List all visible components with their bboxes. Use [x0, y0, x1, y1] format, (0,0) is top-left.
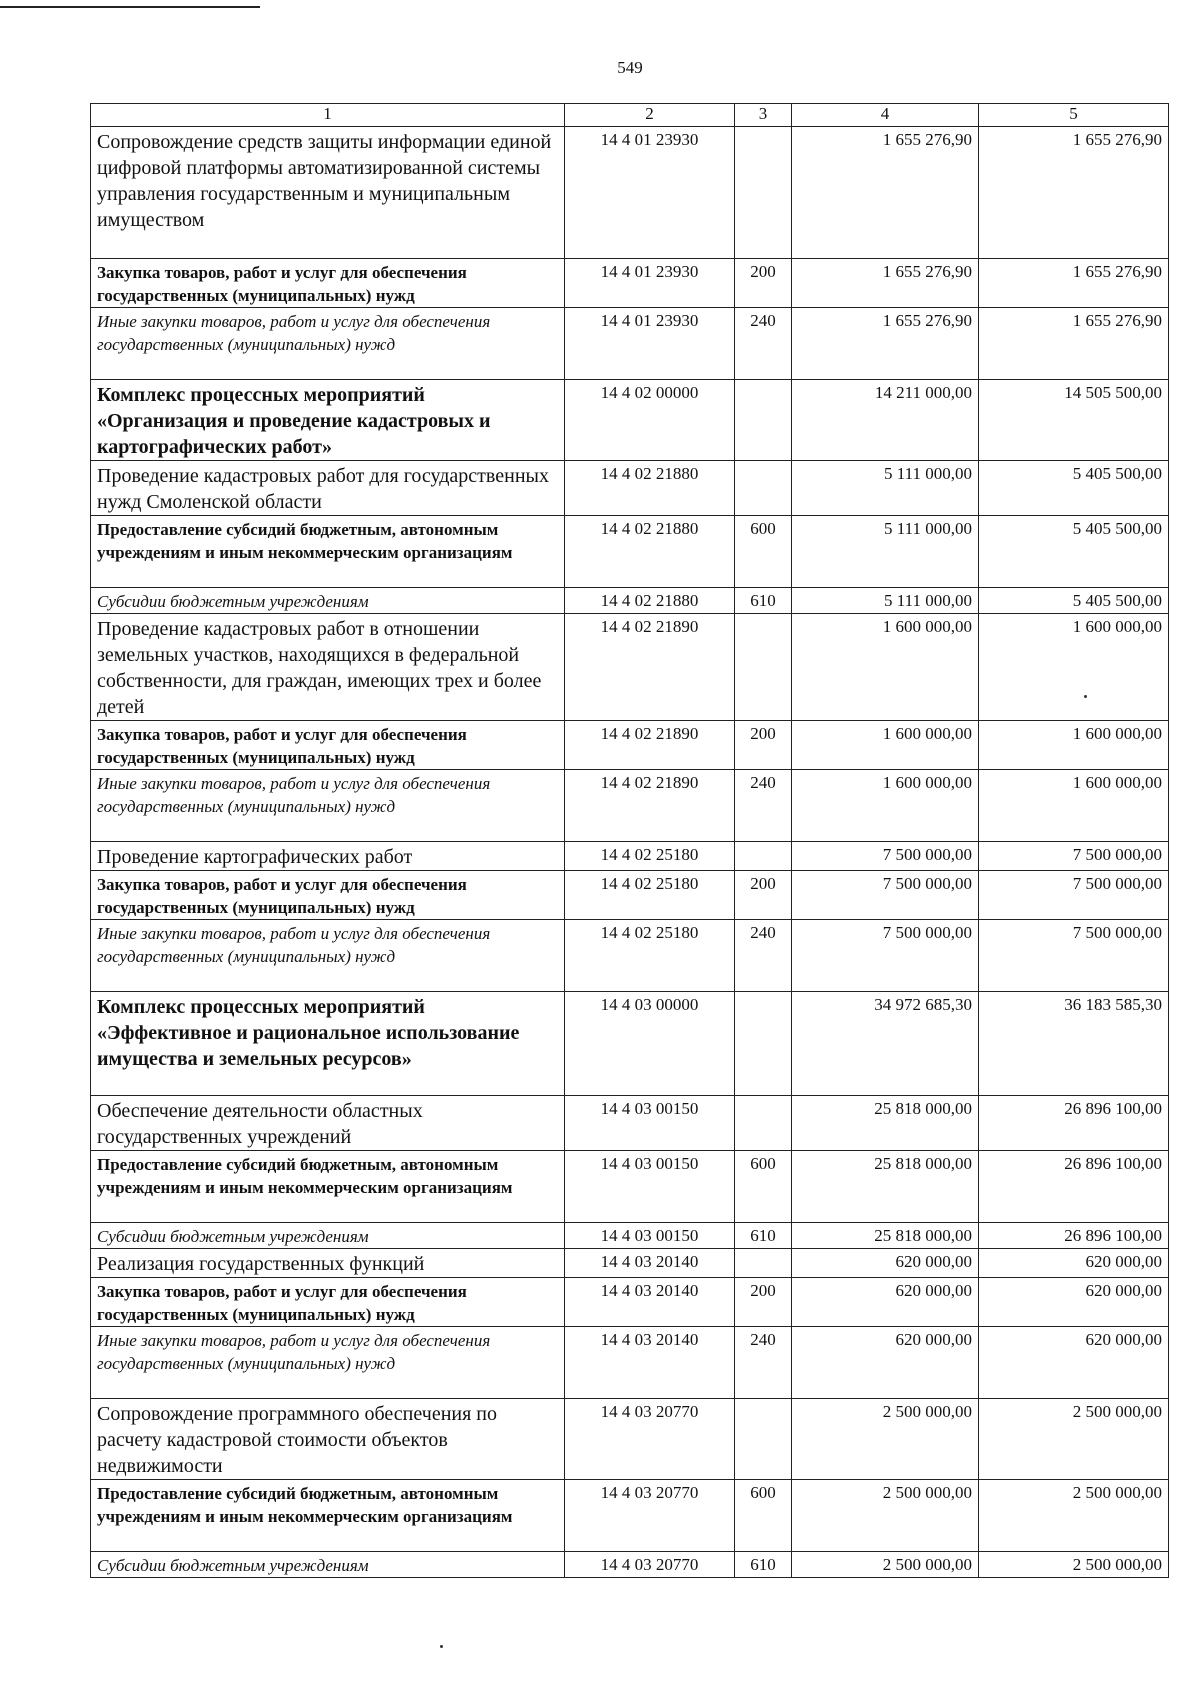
row-amount-col5: 1 600 000,00 [979, 721, 1169, 770]
row-amount-col5: 7 500 000,00 [979, 871, 1169, 920]
table-row [91, 770, 1169, 842]
row-expense-group: 610 [735, 1552, 792, 1578]
row-amount-col4: 1 655 276,90 [792, 308, 979, 380]
row-amount-col5: 620 000,00 [979, 1249, 1169, 1278]
row-name: Субсидии бюджетным учреждениям [91, 588, 565, 614]
header-col-3: 3 [735, 104, 792, 127]
table-row [91, 871, 1169, 920]
table-row [91, 721, 1169, 770]
row-expense-group: 600 [735, 1151, 792, 1223]
row-amount-col5: 5 405 500,00 [979, 461, 1169, 516]
row-code: 14 4 03 20140 [565, 1327, 735, 1399]
table-body [91, 127, 1169, 1578]
row-expense-group: 240 [735, 1327, 792, 1399]
row-code: 14 4 03 00150 [565, 1223, 735, 1249]
row-amount-col4: 5 111 000,00 [792, 461, 979, 516]
table-row [91, 614, 1169, 721]
table-row [91, 380, 1169, 461]
row-amount-col5: 26 896 100,00 [979, 1151, 1169, 1223]
row-name: Комплекс процессных мероприятий «Эффективное и рациональное использование имущества и земельных ресурсов» [91, 992, 565, 1096]
row-expense-group: 610 [735, 1223, 792, 1249]
table-row [91, 1480, 1169, 1552]
row-code: 14 4 02 00000 [565, 380, 735, 461]
row-amount-col4: 5 111 000,00 [792, 588, 979, 614]
scan-speck [440, 1645, 443, 1648]
row-code: 14 4 01 23930 [565, 127, 735, 259]
row-amount-col4: 7 500 000,00 [792, 920, 979, 992]
row-amount-col5: 1 600 000,00 [979, 770, 1169, 842]
row-code: 14 4 03 20140 [565, 1278, 735, 1327]
row-code: 14 4 01 23930 [565, 308, 735, 380]
row-code: 14 4 02 21880 [565, 588, 735, 614]
row-amount-col5: 5 405 500,00 [979, 588, 1169, 614]
row-amount-col5: 620 000,00 [979, 1278, 1169, 1327]
header-col-2: 2 [565, 104, 735, 127]
row-name: Иные закупки товаров, работ и услуг для обеспечения государственных (муниципальных) нужд [91, 1327, 565, 1399]
row-code: 14 4 01 23930 [565, 259, 735, 308]
row-code: 14 4 03 00150 [565, 1151, 735, 1223]
row-code: 14 4 03 00150 [565, 1096, 735, 1151]
row-amount-col5: 1 655 276,90 [979, 259, 1169, 308]
row-amount-col5: 2 500 000,00 [979, 1552, 1169, 1578]
row-amount-col4: 1 600 000,00 [792, 770, 979, 842]
row-expense-group: 240 [735, 920, 792, 992]
row-code: 14 4 02 25180 [565, 871, 735, 920]
row-expense-group: 240 [735, 308, 792, 380]
row-amount-col5: 5 405 500,00 [979, 516, 1169, 588]
row-expense-group [735, 1249, 792, 1278]
row-name: Предоставление субсидий бюджетным, автономным учреждениям и иным некоммерческим организациям [91, 1151, 565, 1223]
table-row [91, 588, 1169, 614]
row-name: Обеспечение деятельности областных государственных учреждений [91, 1096, 565, 1151]
row-name: Реализация государственных функций [91, 1249, 565, 1278]
row-name: Закупка товаров, работ и услуг для обеспечения государственных (муниципальных) нужд [91, 1278, 565, 1327]
row-amount-col4: 25 818 000,00 [792, 1151, 979, 1223]
row-amount-col4: 620 000,00 [792, 1327, 979, 1399]
row-expense-group: 200 [735, 721, 792, 770]
table-row [91, 1249, 1169, 1278]
row-amount-col4: 2 500 000,00 [792, 1399, 979, 1480]
row-amount-col5: 1 600 000,00 [979, 614, 1169, 721]
row-name: Предоставление субсидий бюджетным, автономным учреждениям и иным некоммерческим организациям [91, 516, 565, 588]
top-rule [0, 6, 260, 8]
row-name: Проведение кадастровых работ для государственных нужд Смоленской области [91, 461, 565, 516]
row-amount-col4: 25 818 000,00 [792, 1223, 979, 1249]
table-row [91, 1096, 1169, 1151]
header-col-5: 5 [979, 104, 1169, 127]
table-row [91, 842, 1169, 871]
row-amount-col4: 2 500 000,00 [792, 1480, 979, 1552]
table-row [91, 308, 1169, 380]
row-expense-group: 600 [735, 516, 792, 588]
page-number: 549 [617, 58, 643, 77]
row-code: 14 4 03 20140 [565, 1249, 735, 1278]
row-name: Закупка товаров, работ и услуг для обеспечения государственных (муниципальных) нужд [91, 721, 565, 770]
row-expense-group [735, 842, 792, 871]
row-amount-col4: 14 211 000,00 [792, 380, 979, 461]
row-amount-col4: 1 655 276,90 [792, 127, 979, 259]
row-name: Субсидии бюджетным учреждениям [91, 1552, 565, 1578]
row-name: Закупка товаров, работ и услуг для обеспечения государственных (муниципальных) нужд [91, 259, 565, 308]
row-amount-col4: 7 500 000,00 [792, 842, 979, 871]
table-row [91, 1552, 1169, 1578]
row-amount-col4: 1 600 000,00 [792, 614, 979, 721]
row-expense-group: 200 [735, 871, 792, 920]
row-amount-col5: 1 655 276,90 [979, 127, 1169, 259]
row-name: Предоставление субсидий бюджетным, автономным учреждениям и иным некоммерческим организациям [91, 1480, 565, 1552]
row-amount-col5: 26 896 100,00 [979, 1096, 1169, 1151]
row-code: 14 4 02 21890 [565, 614, 735, 721]
table-row [91, 516, 1169, 588]
row-name: Сопровождение средств защиты информации единой цифровой платформы автоматизированной системы управления государственным и муниципальным имуществом [91, 127, 565, 259]
row-expense-group [735, 461, 792, 516]
row-amount-col4: 1 600 000,00 [792, 721, 979, 770]
row-code: 14 4 02 21880 [565, 461, 735, 516]
row-code: 14 4 03 20770 [565, 1552, 735, 1578]
row-code: 14 4 02 21890 [565, 721, 735, 770]
table-row [91, 1151, 1169, 1223]
row-amount-col4: 7 500 000,00 [792, 871, 979, 920]
row-expense-group [735, 380, 792, 461]
table-row [91, 1278, 1169, 1327]
header-row [91, 104, 1169, 127]
row-amount-col5: 7 500 000,00 [979, 920, 1169, 992]
table-row [91, 1399, 1169, 1480]
row-expense-group [735, 614, 792, 721]
row-amount-col4: 620 000,00 [792, 1249, 979, 1278]
row-expense-group [735, 992, 792, 1096]
row-code: 14 4 03 20770 [565, 1399, 735, 1480]
row-amount-col5: 2 500 000,00 [979, 1399, 1169, 1480]
row-amount-col4: 25 818 000,00 [792, 1096, 979, 1151]
row-code: 14 4 02 21880 [565, 516, 735, 588]
scan-speck [1084, 695, 1087, 698]
row-expense-group [735, 1399, 792, 1480]
table-row [91, 127, 1169, 259]
row-name: Сопровождение программного обеспечения по расчету кадастровой стоимости объектов недвижимости [91, 1399, 565, 1480]
row-amount-col4: 2 500 000,00 [792, 1552, 979, 1578]
row-amount-col5: 7 500 000,00 [979, 842, 1169, 871]
row-name: Комплекс процессных мероприятий «Организация и проведение кадастровых и картографических работ» [91, 380, 565, 461]
row-amount-col4: 5 111 000,00 [792, 516, 979, 588]
row-name: Закупка товаров, работ и услуг для обеспечения государственных (муниципальных) нужд [91, 871, 565, 920]
table-row [91, 992, 1169, 1096]
row-expense-group: 610 [735, 588, 792, 614]
row-amount-col5: 2 500 000,00 [979, 1480, 1169, 1552]
row-name: Проведение картографических работ [91, 842, 565, 871]
row-name: Иные закупки товаров, работ и услуг для обеспечения государственных (муниципальных) нужд [91, 920, 565, 992]
row-amount-col5: 620 000,00 [979, 1327, 1169, 1399]
table-row [91, 1327, 1169, 1399]
row-amount-col5: 14 505 500,00 [979, 380, 1169, 461]
row-code: 14 4 02 25180 [565, 920, 735, 992]
row-expense-group: 240 [735, 770, 792, 842]
row-name: Субсидии бюджетным учреждениям [91, 1223, 565, 1249]
row-expense-group [735, 1096, 792, 1151]
row-amount-col4: 34 972 685,30 [792, 992, 979, 1096]
row-name: Иные закупки товаров, работ и услуг для обеспечения государственных (муниципальных) нужд [91, 770, 565, 842]
row-amount-col4: 1 655 276,90 [792, 259, 979, 308]
row-code: 14 4 02 21890 [565, 770, 735, 842]
row-amount-col5: 26 896 100,00 [979, 1223, 1169, 1249]
row-amount-col5: 1 655 276,90 [979, 308, 1169, 380]
table-row [91, 1223, 1169, 1249]
row-code: 14 4 03 00000 [565, 992, 735, 1096]
row-name: Проведение кадастровых работ в отношении земельных участков, находящихся в федеральной собственности, для граждан, имеющих трех и более детей [91, 614, 565, 721]
row-expense-group [735, 127, 792, 259]
row-amount-col4: 620 000,00 [792, 1278, 979, 1327]
table-row [91, 259, 1169, 308]
row-expense-group: 200 [735, 1278, 792, 1327]
header-col-1: 1 [91, 104, 565, 127]
row-expense-group: 600 [735, 1480, 792, 1552]
header-col-4: 4 [792, 104, 979, 127]
row-code: 14 4 02 25180 [565, 842, 735, 871]
table-row [91, 920, 1169, 992]
row-name: Иные закупки товаров, работ и услуг для обеспечения государственных (муниципальных) нужд [91, 308, 565, 380]
budget-table [90, 103, 1169, 1578]
row-code: 14 4 03 20770 [565, 1480, 735, 1552]
row-amount-col5: 36 183 585,30 [979, 992, 1169, 1096]
row-expense-group: 200 [735, 259, 792, 308]
table-row [91, 461, 1169, 516]
